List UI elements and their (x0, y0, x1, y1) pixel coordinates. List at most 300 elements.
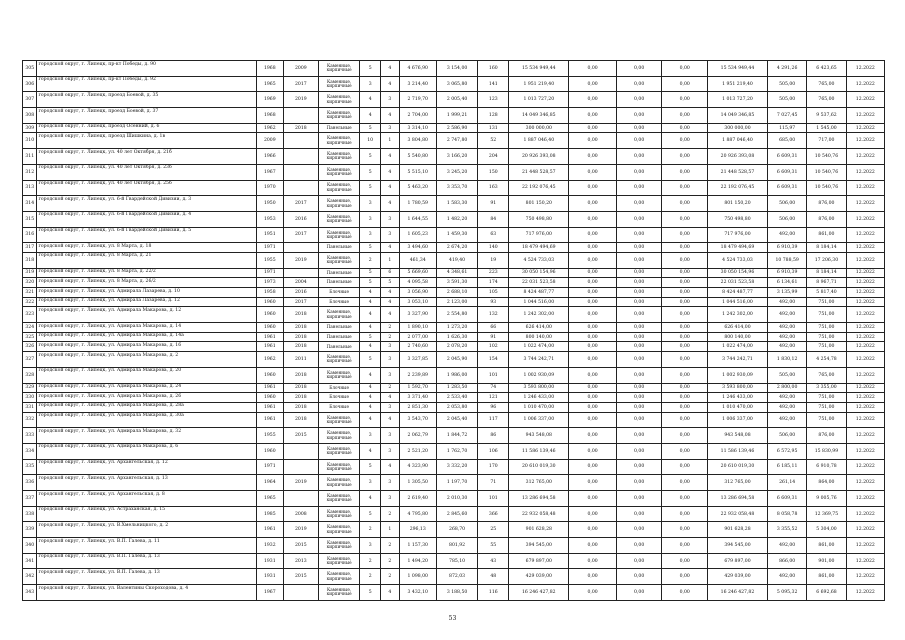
total-cost-cell: 13 286 694,58 (509, 491, 569, 507)
living-area-cell: 1 459,30 (436, 227, 477, 243)
living-area-cell: 2 078,20 (436, 342, 477, 352)
unit-cost-cell: 492,00 (767, 227, 806, 243)
owners-funds-cell: 679 897,00 (707, 553, 767, 569)
address-cell: городской округ, г. Липецк, ул. В.П. Галева, д. 13 (37, 569, 256, 585)
cost-part-3-cell: 0,00 (662, 211, 708, 227)
row-number: 314 (23, 196, 37, 212)
total-cost-cell: 901 628,28 (509, 522, 569, 538)
year-built-cell: 1955 (256, 428, 283, 444)
unit-cost-limit-cell: 12 369,75 (807, 506, 846, 522)
deadline-cell: 12.2022 (846, 252, 884, 268)
residents-cell: 140 (478, 243, 509, 253)
floors-cell: 4 (360, 367, 381, 383)
residents-cell: 223 (478, 268, 509, 278)
wall-material-cell: Блочные (318, 297, 359, 307)
unit-cost-cell: 3 135,99 (767, 288, 806, 298)
unit-cost-cell: 492,00 (767, 332, 806, 342)
entrances-cell: 4 (381, 164, 400, 180)
unit-cost-limit-cell: 6 692,68 (807, 585, 846, 601)
address-cell: городской округ, г. Липецк, ул. Адмирала Макарова, д. 20 (37, 367, 256, 383)
cost-part-2-cell: 0,00 (616, 402, 662, 412)
residents-cell: 91 (478, 196, 509, 212)
table-row (23, 412, 885, 428)
cost-part-2-cell: 0,00 (616, 196, 662, 212)
cost-part-1-cell: 0,00 (569, 383, 617, 393)
year-repair-cell (283, 243, 318, 253)
floors-cell: 5 (360, 149, 381, 165)
cost-part-3-cell: 0,00 (662, 268, 708, 278)
year-repair-cell: 2004 (283, 278, 318, 288)
year-repair-cell (283, 443, 318, 459)
table-row (23, 307, 885, 323)
total-area-cell: 4 095,58 (399, 278, 436, 288)
unit-cost-limit-cell: 864,00 (807, 475, 846, 491)
row-number: 324 (23, 323, 37, 333)
year-repair-cell: 2018 (283, 332, 318, 342)
floors-cell: 4 (360, 393, 381, 403)
address-cell: городской округ, г. Липецк, ул. Архангельская, д. 13 (37, 475, 256, 491)
total-area-cell: 1 098,00 (399, 569, 436, 585)
owners-funds-cell: 801 150,20 (707, 196, 767, 212)
address-cell: городской округ, г. Липецк, ул. Адмирала Лазарева, д. 10 (37, 288, 256, 298)
total-cost-cell: 1 044 516,00 (509, 297, 569, 307)
table-row (23, 585, 885, 601)
cost-part-1-cell: 0,00 (569, 459, 617, 475)
cost-part-1-cell: 0,00 (569, 180, 617, 196)
unit-cost-limit-cell: 6 910,78 (807, 459, 846, 475)
residents-cell: 154 (478, 352, 509, 368)
floors-cell: 2 (360, 522, 381, 538)
address-cell: городской округ, г. Липецк, пр-кт Победы, д. 92 (37, 76, 256, 92)
deadline-cell: 12.2022 (846, 585, 884, 601)
address-cell: городской округ, г. Липецк, пр-кт Победы, д. 90 (37, 61, 256, 77)
cost-part-2-cell: 0,00 (616, 412, 662, 428)
row-number: 311 (23, 149, 37, 165)
deadline-cell: 12.2022 (846, 227, 884, 243)
unit-cost-cell: 492,00 (767, 342, 806, 352)
deadline-cell: 12.2022 (846, 76, 884, 92)
residents-cell: 55 (478, 538, 509, 554)
address-cell: городской округ, г. Липецк, ул. Адмирала Макарова, д. 14а (37, 332, 256, 342)
total-cost-cell: 312 765,00 (509, 475, 569, 491)
unit-cost-limit-cell: 15 830,99 (807, 443, 846, 459)
floors-cell: 2 (360, 569, 381, 585)
total-area-cell: 3 214,40 (399, 76, 436, 92)
cost-part-2-cell: 0,00 (616, 108, 662, 124)
unit-cost-limit-cell: 751,00 (807, 402, 846, 412)
floors-cell: 5 (360, 278, 381, 288)
row-number: 340 (23, 538, 37, 554)
unit-cost-limit-cell: 861,00 (807, 227, 846, 243)
wall-material-cell: Каменные, кирпичные (318, 149, 359, 165)
residents-cell: 117 (478, 412, 509, 428)
cost-part-2-cell: 0,00 (616, 475, 662, 491)
cost-part-2-cell: 0,00 (616, 133, 662, 149)
table-row (23, 92, 885, 108)
document-page (22, 60, 885, 601)
living-area-cell: 1 844,72 (436, 428, 477, 444)
wall-material-cell: Каменные, кирпичные (318, 459, 359, 475)
cost-part-2-cell: 0,00 (616, 352, 662, 368)
residents-cell: 204 (478, 149, 509, 165)
cost-part-1-cell: 0,00 (569, 323, 617, 333)
total-cost-cell: 15 534 949,44 (509, 61, 569, 77)
total-cost-cell: 1 242 302,00 (509, 307, 569, 323)
total-area-cell: 2 719,70 (399, 92, 436, 108)
deadline-cell: 12.2022 (846, 393, 884, 403)
year-built-cell: 1965 (256, 76, 283, 92)
cost-part-3-cell: 0,00 (662, 252, 708, 268)
year-built-cell: 1953 (256, 211, 283, 227)
wall-material-cell: Каменные, кирпичные (318, 367, 359, 383)
cost-part-2-cell: 0,00 (616, 538, 662, 554)
year-repair-cell (283, 133, 318, 149)
unit-cost-limit-cell: 3 355,00 (807, 383, 846, 393)
row-number: 333 (23, 428, 37, 444)
unit-cost-limit-cell: 765,00 (807, 367, 846, 383)
unit-cost-cell: 492,00 (767, 297, 806, 307)
residents-cell: 174 (478, 278, 509, 288)
unit-cost-cell: 492,00 (767, 323, 806, 333)
cost-part-2-cell: 0,00 (616, 393, 662, 403)
deadline-cell: 12.2022 (846, 412, 884, 428)
deadline-cell: 12.2022 (846, 443, 884, 459)
total-area-cell: 3 543,70 (399, 412, 436, 428)
cost-part-1-cell: 0,00 (569, 227, 617, 243)
table-row (23, 108, 885, 124)
table-row (23, 506, 885, 522)
cost-part-3-cell: 0,00 (662, 342, 708, 352)
total-cost-cell: 943 548,08 (509, 428, 569, 444)
living-area-cell: 1 986,00 (436, 367, 477, 383)
unit-cost-limit-cell: 4 254,78 (807, 352, 846, 368)
row-number: 322 (23, 297, 37, 307)
living-area-cell: 1 999,21 (436, 108, 477, 124)
owners-funds-cell: 11 586 139,46 (707, 443, 767, 459)
owners-funds-cell: 300 000,00 (707, 123, 767, 133)
cost-part-1-cell: 0,00 (569, 393, 617, 403)
cost-part-1-cell: 0,00 (569, 149, 617, 165)
residents-cell: 86 (478, 428, 509, 444)
entrances-cell: 2 (381, 506, 400, 522)
residents-cell: 91 (478, 332, 509, 342)
total-cost-cell: 21 448 528,57 (509, 164, 569, 180)
wall-material-cell: Каменные, кирпичные (318, 164, 359, 180)
residents-cell: 366 (478, 506, 509, 522)
owners-funds-cell: 394 545,00 (707, 538, 767, 554)
year-repair-cell: 2018 (283, 383, 318, 393)
total-area-cell: 2 062,79 (399, 428, 436, 444)
unit-cost-limit-cell: 751,00 (807, 393, 846, 403)
floors-cell: 4 (360, 92, 381, 108)
table-row (23, 443, 885, 459)
cost-part-3-cell: 0,00 (662, 196, 708, 212)
living-area-cell: 2 688,10 (436, 288, 477, 298)
row-number: 335 (23, 459, 37, 475)
address-cell: городской округ, г. Липецк, ул. В.П. Галева, д. 11 (37, 538, 256, 554)
floors-cell: 4 (360, 443, 381, 459)
unit-cost-cell: 685,00 (767, 133, 806, 149)
unit-cost-cell: 506,00 (767, 428, 806, 444)
row-number: 318 (23, 252, 37, 268)
unit-cost-cell: 261,14 (767, 475, 806, 491)
entrances-cell: 4 (381, 288, 400, 298)
row-number: 342 (23, 569, 37, 585)
row-number: 319 (23, 268, 37, 278)
table-row (23, 149, 885, 165)
entrances-cell: 4 (381, 149, 400, 165)
address-cell: городской округ, г. Липецк, ул. Адмирала Макарова, д. 28а (37, 402, 256, 412)
total-cost-cell: 801 150,20 (509, 196, 569, 212)
entrances-cell: 3 (381, 475, 400, 491)
address-cell: городской округ, г. Липецк, ул. 8 Марта, д. 21 (37, 252, 256, 268)
address-cell: городской округ, г. Липецк, ул. Адмирала Макарова, д. 12 (37, 307, 256, 323)
owners-funds-cell: 1 242 302,00 (707, 307, 767, 323)
owners-funds-cell: 1 002 930,09 (707, 367, 767, 383)
entrances-cell: 4 (381, 196, 400, 212)
floors-cell: 4 (360, 383, 381, 393)
unit-cost-cell: 492,00 (767, 412, 806, 428)
entrances-cell: 2 (381, 323, 400, 333)
unit-cost-limit-cell: 861,00 (807, 538, 846, 554)
cost-part-1-cell: 0,00 (569, 506, 617, 522)
cost-part-2-cell: 0,00 (616, 211, 662, 227)
cost-part-3-cell: 0,00 (662, 307, 708, 323)
living-area-cell: 3 353,70 (436, 180, 477, 196)
cost-part-1-cell: 0,00 (569, 196, 617, 212)
cost-part-1-cell: 0,00 (569, 297, 617, 307)
floors-cell: 2 (360, 553, 381, 569)
residents-cell: 131 (478, 123, 509, 133)
entrances-cell: 4 (381, 412, 400, 428)
deadline-cell: 12.2022 (846, 491, 884, 507)
cost-part-1-cell: 0,00 (569, 342, 617, 352)
address-cell: городской округ, г. Липецк, ул. Адмирала Макарова, д. 16 (37, 342, 256, 352)
year-built-cell: 1961 (256, 342, 283, 352)
year-repair-cell: 2016 (283, 288, 318, 298)
unit-cost-limit-cell: 901,00 (807, 553, 846, 569)
deadline-cell: 12.2022 (846, 123, 884, 133)
address-cell: городской округ, г. Липецк, ул. Астраханская, д. 15 (37, 506, 256, 522)
table-row (23, 491, 885, 507)
entrances-cell: 3 (381, 443, 400, 459)
total-cost-cell: 1 002 930,09 (509, 367, 569, 383)
entrances-cell: 3 (381, 367, 400, 383)
wall-material-cell: Каменные, кирпичные (318, 352, 359, 368)
table-row (23, 227, 885, 243)
cost-part-1-cell: 0,00 (569, 268, 617, 278)
entrances-cell: 4 (381, 180, 400, 196)
entrances-cell: 3 (381, 352, 400, 368)
unit-cost-cell: 6 609,31 (767, 491, 806, 507)
owners-funds-cell: 626 414,00 (707, 323, 767, 333)
year-repair-cell: 2013 (283, 553, 318, 569)
cost-part-1-cell: 0,00 (569, 76, 617, 92)
unit-cost-limit-cell: 8 967,71 (807, 278, 846, 288)
row-number: 338 (23, 506, 37, 522)
row-number: 337 (23, 491, 37, 507)
unit-cost-limit-cell: 751,00 (807, 342, 846, 352)
residents-cell: 101 (478, 367, 509, 383)
owners-funds-cell: 1 013 727,20 (707, 92, 767, 108)
entrances-cell: 4 (381, 61, 400, 77)
deadline-cell: 12.2022 (846, 133, 884, 149)
cost-part-2-cell: 0,00 (616, 227, 662, 243)
residents-cell: 48 (478, 569, 509, 585)
cost-part-3-cell: 0,00 (662, 402, 708, 412)
total-area-cell: 5 515,10 (399, 164, 436, 180)
cost-part-2-cell: 0,00 (616, 123, 662, 133)
floors-cell: 3 (360, 538, 381, 554)
entrances-cell: 4 (381, 459, 400, 475)
table-body (23, 61, 885, 601)
year-built-cell: 1961 (256, 383, 283, 393)
total-area-cell: 3 053,10 (399, 297, 436, 307)
deadline-cell: 12.2022 (846, 92, 884, 108)
entrances-cell: 4 (381, 76, 400, 92)
floors-cell: 2 (360, 252, 381, 268)
unit-cost-limit-cell: 8 184,14 (807, 243, 846, 253)
deadline-cell: 12.2022 (846, 522, 884, 538)
living-area-cell: 872,03 (436, 569, 477, 585)
residents-cell: 19 (478, 252, 509, 268)
entrances-cell: 4 (381, 108, 400, 124)
total-area-cell: 1 592,70 (399, 383, 436, 393)
living-area-cell: 268,70 (436, 522, 477, 538)
table-row (23, 553, 885, 569)
year-repair-cell: 2019 (283, 522, 318, 538)
entrances-cell: 6 (381, 268, 400, 278)
cost-part-2-cell: 0,00 (616, 506, 662, 522)
deadline-cell: 12.2022 (846, 352, 884, 368)
total-cost-cell: 1 013 727,20 (509, 92, 569, 108)
owners-funds-cell: 13 286 694,58 (707, 491, 767, 507)
cost-part-2-cell: 0,00 (616, 164, 662, 180)
cost-part-2-cell: 0,00 (616, 297, 662, 307)
table-row (23, 76, 885, 92)
address-cell: городской округ, г. Липецк, ул. 40 лет Октября, д. 23б (37, 164, 256, 180)
owners-funds-cell: 901 628,28 (707, 522, 767, 538)
residents-cell: 106 (478, 443, 509, 459)
entrances-cell: 4 (381, 393, 400, 403)
residents-cell: 170 (478, 459, 509, 475)
year-built-cell: 1961 (256, 412, 283, 428)
cost-part-3-cell: 0,00 (662, 332, 708, 342)
total-cost-cell: 20 926 393,08 (509, 149, 569, 165)
row-number: 320 (23, 278, 37, 288)
living-area-cell: 801,92 (436, 538, 477, 554)
unit-cost-cell: 6 609,31 (767, 180, 806, 196)
unit-cost-cell: 6 609,31 (767, 149, 806, 165)
wall-material-cell: Каменные, кирпичные (318, 443, 359, 459)
unit-cost-limit-cell: 10 540,76 (807, 149, 846, 165)
total-area-cell: 2 521,20 (399, 443, 436, 459)
unit-cost-cell: 115,97 (767, 123, 806, 133)
owners-funds-cell: 16 246 427,82 (707, 585, 767, 601)
residents-cell: 132 (478, 307, 509, 323)
total-cost-cell: 3 593 800,00 (509, 383, 569, 393)
table-row (23, 475, 885, 491)
unit-cost-limit-cell: 751,00 (807, 412, 846, 428)
address-cell: городской округ, г. Липецк, проезд Боевой, д. 37 (37, 108, 256, 124)
living-area-cell: 1 273,20 (436, 323, 477, 333)
deadline-cell: 12.2022 (846, 342, 884, 352)
floors-cell: 5 (360, 459, 381, 475)
deadline-cell: 12.2022 (846, 268, 884, 278)
owners-funds-cell: 1 246 433,00 (707, 393, 767, 403)
wall-material-cell: Каменные, кирпичные (318, 569, 359, 585)
floors-cell: 5 (360, 332, 381, 342)
living-area-cell: 2 045,90 (436, 352, 477, 368)
year-built-cell: 1968 (256, 108, 283, 124)
entrances-cell: 5 (381, 278, 400, 288)
unit-cost-cell: 8 058,78 (767, 506, 806, 522)
cost-part-3-cell: 0,00 (662, 278, 708, 288)
living-area-cell: 2 045,40 (436, 412, 477, 428)
total-area-cell: 2 077,00 (399, 332, 436, 342)
owners-funds-cell: 1 022 474,00 (707, 342, 767, 352)
deadline-cell: 12.2022 (846, 402, 884, 412)
cost-part-2-cell: 0,00 (616, 428, 662, 444)
year-repair-cell: 2019 (283, 252, 318, 268)
owners-funds-cell: 21 448 528,57 (707, 164, 767, 180)
living-area-cell: 3 166,20 (436, 149, 477, 165)
wall-material-cell: Каменные, кирпичные (318, 211, 359, 227)
address-cell: городской округ, г. Липецк, ул. 6-й Гвардейской Дивизии, д. 5 (37, 227, 256, 243)
table-row (23, 61, 885, 77)
cost-part-2-cell: 0,00 (616, 383, 662, 393)
owners-funds-cell: 1 044 516,00 (707, 297, 767, 307)
entrances-cell: 2 (381, 383, 400, 393)
entrances-cell: 4 (381, 585, 400, 601)
total-cost-cell: 4 524 733,03 (509, 252, 569, 268)
year-built-cell: 2009 (256, 133, 283, 149)
row-number: 330 (23, 393, 37, 403)
residents-cell: 96 (478, 402, 509, 412)
wall-material-cell: Каменные, кирпичные (318, 506, 359, 522)
year-built-cell: 1964 (256, 475, 283, 491)
owners-funds-cell: 800 140,00 (707, 332, 767, 342)
row-number: 321 (23, 288, 37, 298)
residents-cell: 150 (478, 164, 509, 180)
wall-material-cell: Каменные, кирпичные (318, 428, 359, 444)
unit-cost-cell: 6 134,61 (767, 278, 806, 288)
wall-material-cell: Каменные, кирпичные (318, 538, 359, 554)
owners-funds-cell: 1 006 337,00 (707, 412, 767, 428)
cost-part-2-cell: 0,00 (616, 76, 662, 92)
cost-part-2-cell: 0,00 (616, 459, 662, 475)
table-row (23, 288, 885, 298)
address-cell: городской округ, г. Липецк, ул. 6-й Гвардейской Дивизии, д. 3 (37, 196, 256, 212)
owners-funds-cell: 4 524 733,03 (707, 252, 767, 268)
unit-cost-limit-cell: 5 817,40 (807, 288, 846, 298)
total-cost-cell: 22 932 058,48 (509, 506, 569, 522)
year-built-cell: 1961 (256, 332, 283, 342)
cost-part-3-cell: 0,00 (662, 149, 708, 165)
year-built-cell: 1961 (256, 402, 283, 412)
year-built-cell: 1967 (256, 585, 283, 601)
address-cell: городской округ, г. Липецк, ул. 8 Марта, д. 26/2 (37, 278, 256, 288)
owners-funds-cell: 22 932 058,48 (707, 506, 767, 522)
address-cell: городской округ, г. Липецк, ул. Валентины Скороходова, д. 4 (37, 585, 256, 601)
cost-part-3-cell: 0,00 (662, 491, 708, 507)
living-area-cell: 2 554,80 (436, 307, 477, 323)
total-cost-cell: 429 039,00 (509, 569, 569, 585)
owners-funds-cell: 22 192 076,45 (707, 180, 767, 196)
unit-cost-cell: 505,00 (767, 367, 806, 383)
year-built-cell: 1973 (256, 278, 283, 288)
table-row (23, 332, 885, 342)
